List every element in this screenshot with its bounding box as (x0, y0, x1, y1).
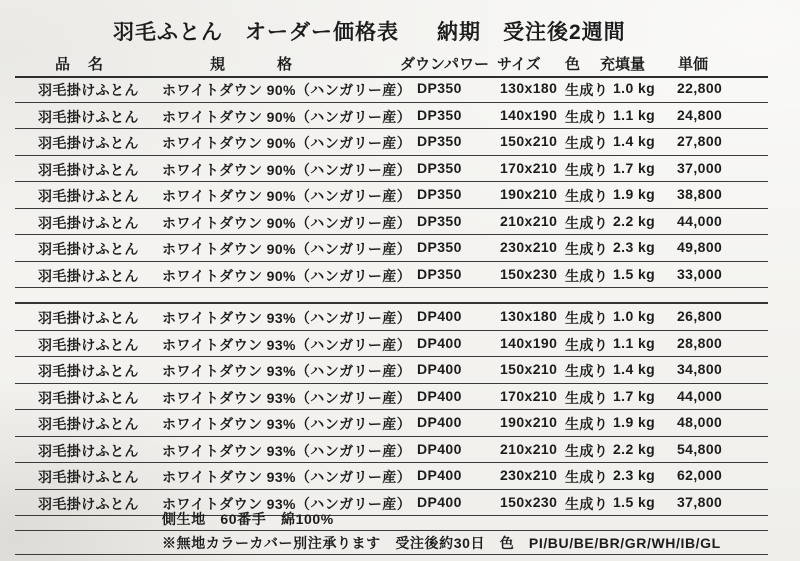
cell-unit-price: 48,000 (677, 414, 723, 430)
cell-product-name: 羽毛掛けふとん (38, 389, 139, 406)
price-group-dp350 (15, 76, 768, 288)
cell-unit-price: 49,800 (677, 239, 723, 255)
cell-unit-price: 22,800 (677, 80, 723, 96)
cell-product-name: 羽毛掛けふとん (38, 161, 139, 178)
cell-unit-price: 27,800 (677, 133, 723, 149)
table-row (15, 331, 768, 358)
cell-spec: ホワイトダウン 93%（ハンガリー産） (162, 469, 412, 485)
table-row (15, 463, 768, 490)
table-row (15, 384, 768, 411)
cell-fill-weight: 2.3 kg (613, 239, 656, 255)
cell-down-power: DP350 (417, 186, 462, 202)
column-header-color: 色 (565, 56, 581, 73)
column-header-product-name: 品名 (55, 56, 122, 73)
cell-size: 210x210 (500, 440, 558, 457)
cell-spec: ホワイトダウン 90%（ハンガリー産） (162, 241, 412, 257)
cell-color: 生成り (565, 336, 609, 353)
cell-color: 生成り (565, 214, 609, 231)
cell-unit-price: 37,000 (677, 159, 723, 176)
cell-down-power: DP400 (417, 467, 462, 483)
cell-size: 150x230 (500, 265, 558, 282)
cell-color: 生成り (565, 135, 609, 151)
cell-spec: ホワイトダウン 90%（ハンガリー産） (162, 161, 412, 178)
cell-unit-price: 44,000 (677, 387, 723, 404)
cell-spec: ホワイトダウン 93%（ハンガリー産） (162, 416, 412, 432)
cell-color: 生成り (565, 310, 609, 326)
cell-unit-price: 38,800 (677, 186, 723, 202)
cell-spec: ホワイトダウン 90%（ハンガリー産） (162, 188, 412, 204)
cell-spec: ホワイトダウン 90%（ハンガリー産） (162, 214, 412, 231)
cell-fill-weight: 2.2 kg (613, 440, 656, 457)
cell-fill-weight: 1.1 kg (613, 334, 656, 351)
cell-color: 生成り (565, 442, 609, 459)
cell-fill-weight: 2.2 kg (613, 212, 656, 229)
cell-fill-weight: 1.0 kg (613, 308, 656, 324)
table-row (15, 437, 768, 464)
cell-size: 170x210 (500, 159, 558, 176)
cell-fill-weight: 1.9 kg (613, 414, 656, 430)
cell-product-name: 羽毛掛けふとん (38, 363, 139, 379)
cell-fill-weight: 1.1 kg (613, 106, 656, 123)
cell-fill-weight: 2.3 kg (613, 467, 656, 483)
table-row (15, 76, 768, 103)
cell-down-power: DP400 (417, 414, 462, 430)
cell-color: 生成り (565, 188, 609, 204)
cell-unit-price: 34,800 (677, 361, 723, 377)
column-header-fill-weight: 充填量 (600, 56, 646, 73)
delivery-note: 納期 受注後2週間 (437, 21, 626, 44)
table-header-row (15, 48, 768, 78)
table-row (15, 262, 768, 289)
cell-color: 生成り (565, 363, 609, 379)
fabric-spec-text: 側生地 60番手 綿100% (162, 511, 334, 527)
page-title (113, 16, 626, 46)
price-group-dp400 (15, 302, 768, 516)
cell-down-power: DP400 (417, 440, 462, 457)
cell-unit-price: 37,800 (677, 493, 723, 510)
cell-spec: ホワイトダウン 90%（ハンガリー産） (162, 82, 412, 98)
cell-spec: ホワイトダウン 90%（ハンガリー産） (162, 267, 412, 284)
cell-product-name: 羽毛掛けふとん (38, 442, 139, 459)
cell-unit-price: 33,000 (677, 265, 723, 282)
page-title-main: 羽毛ふとん オーダー価格表 (113, 21, 399, 44)
cell-color: 生成り (565, 267, 609, 284)
cell-size: 130x180 (500, 80, 558, 96)
cell-product-name: 羽毛掛けふとん (38, 188, 139, 204)
cell-down-power: DP350 (417, 80, 462, 96)
cell-spec: ホワイトダウン 93%（ハンガリー産） (162, 336, 412, 353)
cell-size: 230x210 (500, 467, 558, 483)
cell-spec: ホワイトダウン 93%（ハンガリー産） (162, 363, 412, 379)
cell-size: 130x180 (500, 308, 558, 324)
cell-fill-weight: 1.0 kg (613, 80, 656, 96)
cell-color: 生成り (565, 108, 609, 125)
cell-size: 150x210 (500, 361, 558, 377)
cell-product-name: 羽毛掛けふとん (38, 267, 139, 284)
cell-fill-weight: 1.7 kg (613, 159, 656, 176)
cell-size: 150x210 (500, 133, 558, 149)
cell-color: 生成り (565, 469, 609, 485)
cell-down-power: DP400 (417, 387, 462, 404)
cell-spec: ホワイトダウン 93%（ハンガリー産） (162, 495, 412, 512)
cell-down-power: DP350 (417, 212, 462, 229)
cell-down-power: DP350 (417, 239, 462, 255)
cell-unit-price: 24,800 (677, 106, 723, 123)
table-row (15, 410, 768, 437)
cell-size: 150x230 (500, 493, 558, 510)
cell-product-name: 羽毛掛けふとん (38, 416, 139, 432)
table-row (15, 156, 768, 183)
cell-size: 140x190 (500, 334, 558, 351)
cell-fill-weight: 1.9 kg (613, 186, 656, 202)
cell-product-name: 羽毛掛けふとん (38, 310, 139, 326)
cell-size: 190x210 (500, 414, 558, 430)
cell-down-power: DP350 (417, 133, 462, 149)
cell-down-power: DP350 (417, 265, 462, 282)
cell-fill-weight: 1.4 kg (613, 361, 656, 377)
cell-unit-price: 44,000 (677, 212, 723, 229)
cell-product-name: 羽毛掛けふとん (38, 469, 139, 485)
column-header-spec: 規格 (210, 56, 345, 73)
cell-color: 生成り (565, 495, 609, 512)
cell-color: 生成り (565, 416, 609, 432)
column-header-unit-price: 単価 (678, 56, 709, 73)
cell-fill-weight: 1.4 kg (613, 133, 656, 149)
order-note-text: ※無地カラーカバー別注承ります 受注後約30日 色 PI/BU/BE/BR/GR/WH/IB/GL (162, 535, 721, 551)
table-row (15, 209, 768, 236)
cell-unit-price: 28,800 (677, 334, 723, 351)
cell-spec: ホワイトダウン 93%（ハンガリー産） (162, 442, 412, 459)
cell-size: 210x210 (500, 212, 558, 229)
cell-color: 生成り (565, 161, 609, 178)
cell-color: 生成り (565, 82, 609, 98)
table-row (15, 304, 768, 331)
cell-product-name: 羽毛掛けふとん (38, 495, 139, 512)
fabric-spec-row (15, 506, 768, 531)
table-row (15, 182, 768, 209)
cell-size: 140x190 (500, 106, 558, 123)
cell-product-name: 羽毛掛けふとん (38, 241, 139, 257)
table-row (15, 103, 768, 130)
cell-size: 170x210 (500, 387, 558, 404)
cell-product-name: 羽毛掛けふとん (38, 214, 139, 231)
cell-size: 230x210 (500, 239, 558, 255)
cell-spec: ホワイトダウン 93%（ハンガリー産） (162, 310, 412, 326)
cell-unit-price: 26,800 (677, 308, 723, 324)
cell-color: 生成り (565, 241, 609, 257)
column-header-size: サイズ (497, 56, 541, 73)
cell-spec: ホワイトダウン 93%（ハンガリー産） (162, 389, 412, 406)
cell-product-name: 羽毛掛けふとん (38, 135, 139, 151)
cell-down-power: DP400 (417, 334, 462, 351)
order-note-row (15, 530, 768, 555)
cell-product-name: 羽毛掛けふとん (38, 336, 139, 353)
cell-product-name: 羽毛掛けふとん (38, 82, 139, 98)
cell-down-power: DP400 (417, 493, 462, 510)
cell-unit-price: 62,000 (677, 467, 723, 483)
cell-color: 生成り (565, 389, 609, 406)
cell-down-power: DP400 (417, 361, 462, 377)
cell-unit-price: 54,800 (677, 440, 723, 457)
table-row (15, 235, 768, 262)
cell-spec: ホワイトダウン 90%（ハンガリー産） (162, 135, 412, 151)
cell-fill-weight: 1.7 kg (613, 387, 656, 404)
cell-fill-weight: 1.5 kg (613, 265, 656, 282)
cell-down-power: DP400 (417, 308, 462, 324)
table-row (15, 129, 768, 156)
cell-size: 190x210 (500, 186, 558, 202)
cell-fill-weight: 1.5 kg (613, 493, 656, 510)
cell-product-name: 羽毛掛けふとん (38, 108, 139, 125)
cell-down-power: DP350 (417, 106, 462, 123)
cell-down-power: DP350 (417, 159, 462, 176)
table-row (15, 357, 768, 384)
column-header-down-power: ダウンパワー (400, 56, 489, 73)
cell-spec: ホワイトダウン 90%（ハンガリー産） (162, 108, 412, 125)
